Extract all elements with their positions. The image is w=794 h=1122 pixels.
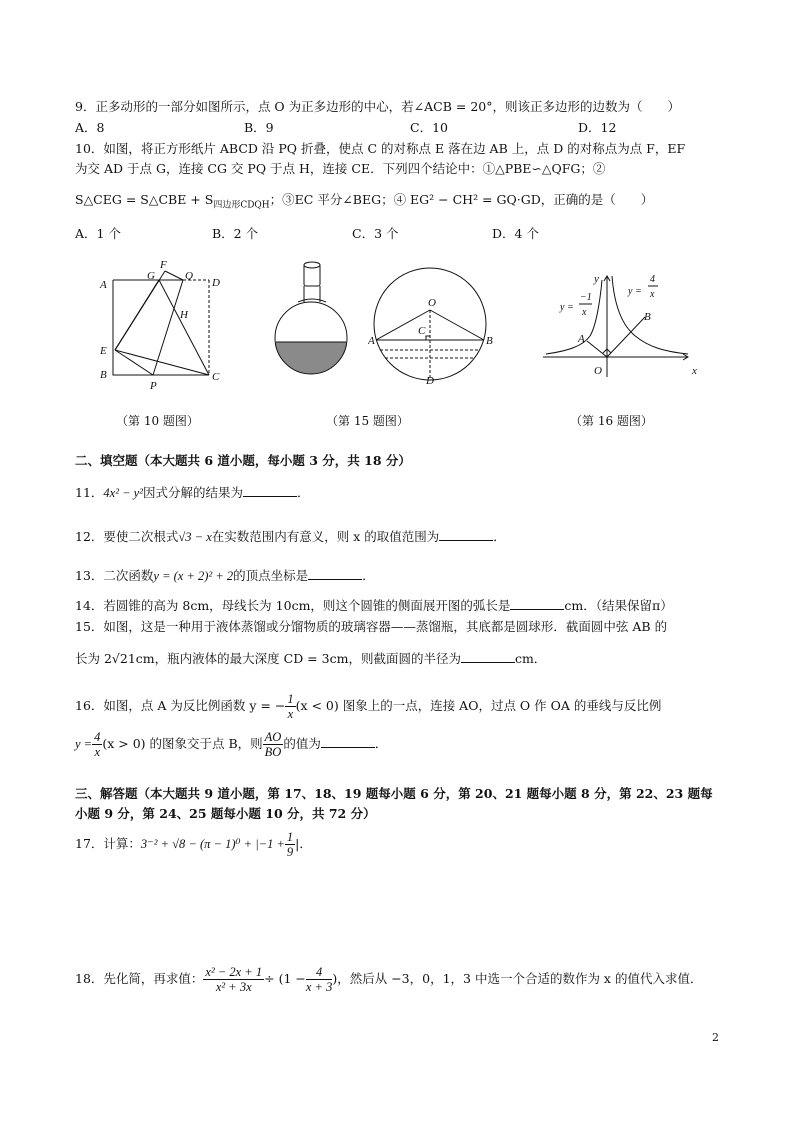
q17-text: 17．计算： <box>75 836 141 851</box>
fig16-eq2-num: 4 <box>650 274 655 285</box>
q16-text-e: 的值为 <box>283 736 321 751</box>
q16-text-d: (x > 0) 的图象交于点 B，则 <box>102 736 263 751</box>
q16-fraction-2 <box>92 730 102 759</box>
q12-answer-blank[interactable] <box>439 528 493 541</box>
q18-text: 18．先化简，再求值： <box>75 971 204 986</box>
q16-text-b: (x < 0) 图象上的一点，连接 AO，过点 O 作 OA 的垂线与反比例 <box>295 698 662 713</box>
fig15-label-o: O <box>428 297 436 309</box>
q9-option-a: A．8 <box>75 120 105 135</box>
fig15-label-c: C <box>418 325 426 337</box>
q16-frac2-num: 4 <box>94 730 101 744</box>
q14-answer-blank[interactable] <box>510 597 564 610</box>
q9-option-b: B．9 <box>244 120 274 135</box>
fig16-eq1-lhs: y = <box>560 302 574 313</box>
q11-expression: 4x² − y² <box>103 486 143 500</box>
q15-answer-blank[interactable] <box>461 650 515 663</box>
fig15-label-a: A <box>368 335 375 347</box>
fig10-label-p: P <box>150 380 157 392</box>
q16-frac3-num: AO <box>264 730 282 744</box>
q18-fraction-2 <box>306 965 332 994</box>
fig10-label-g: G <box>147 270 155 282</box>
q16-fraction-1 <box>285 692 295 721</box>
fig10-label-a: A <box>100 279 107 291</box>
q16-frac1-den: x <box>287 707 294 721</box>
q16-answer-blank[interactable] <box>321 735 375 748</box>
q16-fraction-3 <box>263 730 284 759</box>
q11-text: 因式分解的结果为 <box>142 485 243 500</box>
q17-fraction <box>285 830 295 859</box>
q18-frac2-den: x + 3 <box>305 980 333 994</box>
section2-title: 二、填空题（本大题共 6 道小题，每小题 3 分，共 18 分） <box>75 453 411 468</box>
figure-15-circle <box>368 258 498 388</box>
q15-line1: 15．如图，这是一种用于液体蒸馏或分馏物质的玻璃容器——蒸馏瓶，其底都是圆球形．截面圆中弦 AB 的 <box>75 619 668 634</box>
q16-text-c: y = <box>75 737 93 751</box>
q14 <box>75 597 734 615</box>
figure-16 <box>538 262 708 382</box>
q10-option-d: D．4 个 <box>492 226 539 241</box>
q9-option-d: D．12 <box>578 120 617 135</box>
q10-line3 <box>75 191 734 215</box>
q18-frac2-num: 4 <box>306 965 332 980</box>
q18-frac1-num: x² − 2x + 1 <box>205 965 263 979</box>
q16-frac1-num: 1 <box>287 692 294 706</box>
fig10-label-h: H <box>180 309 188 321</box>
fig16-caption: （第 16 题图） <box>570 414 653 428</box>
q13-answer-blank[interactable] <box>308 567 362 580</box>
q12-text-pre: 12．要使二次根式 <box>75 529 179 544</box>
q18-fraction-1 <box>203 965 264 994</box>
fig16-eq1-den: x <box>582 307 587 318</box>
q10-option-c: C．3 个 <box>352 226 399 241</box>
q15-line2 <box>75 650 734 668</box>
section3-title-line1: 三、解答题（本大题共 9 道小题，第 17、18、19 题每小题 6 分，第 20、21 题每小题 8 分，第 22、23 题每 <box>75 786 713 801</box>
fig10-label-e: E <box>100 345 107 357</box>
q16-frac2-den: x <box>94 745 101 759</box>
q17 <box>75 830 734 859</box>
fig10-caption: （第 10 题图） <box>116 414 199 428</box>
q12: 12．要使二次根式√3 − x在实数范围内有意义，则 x 的取值范围为 ． <box>75 529 506 544</box>
q10-area-equation: S△CEG = S△CBE + S <box>75 192 214 207</box>
fig16-label-y: y <box>594 273 599 285</box>
section3-title-line2: 小题 9 分，第 24、25 题每小题 10 分，共 72 分） <box>75 806 376 821</box>
q18-tail: )，然后从 −3，0，1，3 中选一个合适的数作为 x 的值代入求值． <box>332 971 703 986</box>
q16-line2: y = $\frac{4}{x}$ (x > 0) 的图象交于点 B，则 $\frac{AO}{BO}$ 的值为 ． <box>75 730 388 759</box>
q17-frac-den: 9 <box>286 845 294 859</box>
q10-option-b: B．2 个 <box>212 226 259 241</box>
fig16-label-a: A <box>578 333 585 345</box>
q13: 13．二次函数y = (x + 2)² + 2的顶点坐标是 ． <box>75 568 375 583</box>
fig15-label-d: D <box>426 375 434 387</box>
q11-answer-blank[interactable] <box>243 484 297 497</box>
q14-unit: cm．（结果保留π） <box>564 598 673 613</box>
q16-line1 <box>75 692 734 721</box>
fig16-label-o: O <box>594 365 602 377</box>
q14-text: 14．若圆锥的高为 8cm，母线长为 10cm，则这个圆锥的侧面展开图的弧长是 <box>75 598 511 613</box>
q18-frac1-den: x² + 3x <box>215 980 252 994</box>
fig16-eq2-lhs: y = <box>628 286 642 297</box>
q12-text-post: 在实数范围内有意义，则 x 的取值范围为 <box>211 529 440 544</box>
q12-radical: √3 − x <box>178 530 212 544</box>
q13-text-pre: 13．二次函数 <box>75 568 154 583</box>
q13-text-post: 的顶点坐标是 <box>233 568 309 583</box>
fig10-label-f: F <box>160 259 167 271</box>
q16-frac3-den: BO <box>264 745 282 759</box>
fig10-label-c: C <box>212 371 220 383</box>
q10-conclusions: ；③EC 平分∠BEG；④ EG² − CH² = GQ·GD，正确的是（ ） <box>269 192 654 207</box>
q15-text: 长为 2√21cm，瓶内液体的最大深度 CD = 3cm，则截面圆的半径为 <box>75 651 461 666</box>
page-number: 2 <box>712 1031 719 1044</box>
fig15-label-b: B <box>486 335 493 347</box>
figure-10 <box>95 258 235 398</box>
q10-line2: 为交 AD 于点 G，连接 CG 交 PQ 于点 H，连接 CE．下列四个结论中：①△PBE∽△QFG；② <box>75 161 606 176</box>
q15-unit: cm． <box>514 651 547 666</box>
fig16-label-b: B <box>644 311 651 323</box>
q10-option-a: A．1 个 <box>75 226 121 241</box>
fig15-caption: （第 15 题图） <box>326 414 409 428</box>
q11-number: 11． <box>75 485 104 500</box>
fig10-label-q: Q <box>185 270 193 282</box>
q17-frac-num: 1 <box>286 830 294 844</box>
q16-text-a: 16．如图，点 A 为反比例函数 y = − <box>75 698 286 713</box>
q9-option-c: C．10 <box>410 120 448 135</box>
fig16-eq2-den: x <box>650 289 655 300</box>
fig10-label-d: D <box>212 277 220 289</box>
figure-15-flask <box>268 258 358 388</box>
q18-mid: ÷ (1 − <box>264 971 306 986</box>
q13-function: y = (x + 2)² + 2 <box>153 569 234 583</box>
q18 <box>75 963 734 995</box>
fig16-label-x: x <box>692 365 697 377</box>
q17-expression: 3⁻² + √8 − (π − 1)⁰ + |−1 + <box>140 837 285 851</box>
fig10-label-b: B <box>100 369 107 381</box>
q10-line1: 10．如图，将正方形纸片 ABCD 沿 PQ 折叠，使点 C 的对称点 E 落在边 AB 上，点 D 的对称点为点 F，EF <box>75 141 686 156</box>
q10-area-subscript: 四边形CDQH <box>213 200 270 211</box>
q17-tail: |． <box>295 836 312 851</box>
q11: 11．4x² − y²因式分解的结果为 ． <box>75 485 310 500</box>
q9-stem: 9．正多动形的一部分如图所示，点 O 为正多边形的中心，若∠ACB = 20°，则该正多边形的边数为（ ） <box>75 99 680 114</box>
fig16-eq1-num: −1 <box>580 292 592 303</box>
